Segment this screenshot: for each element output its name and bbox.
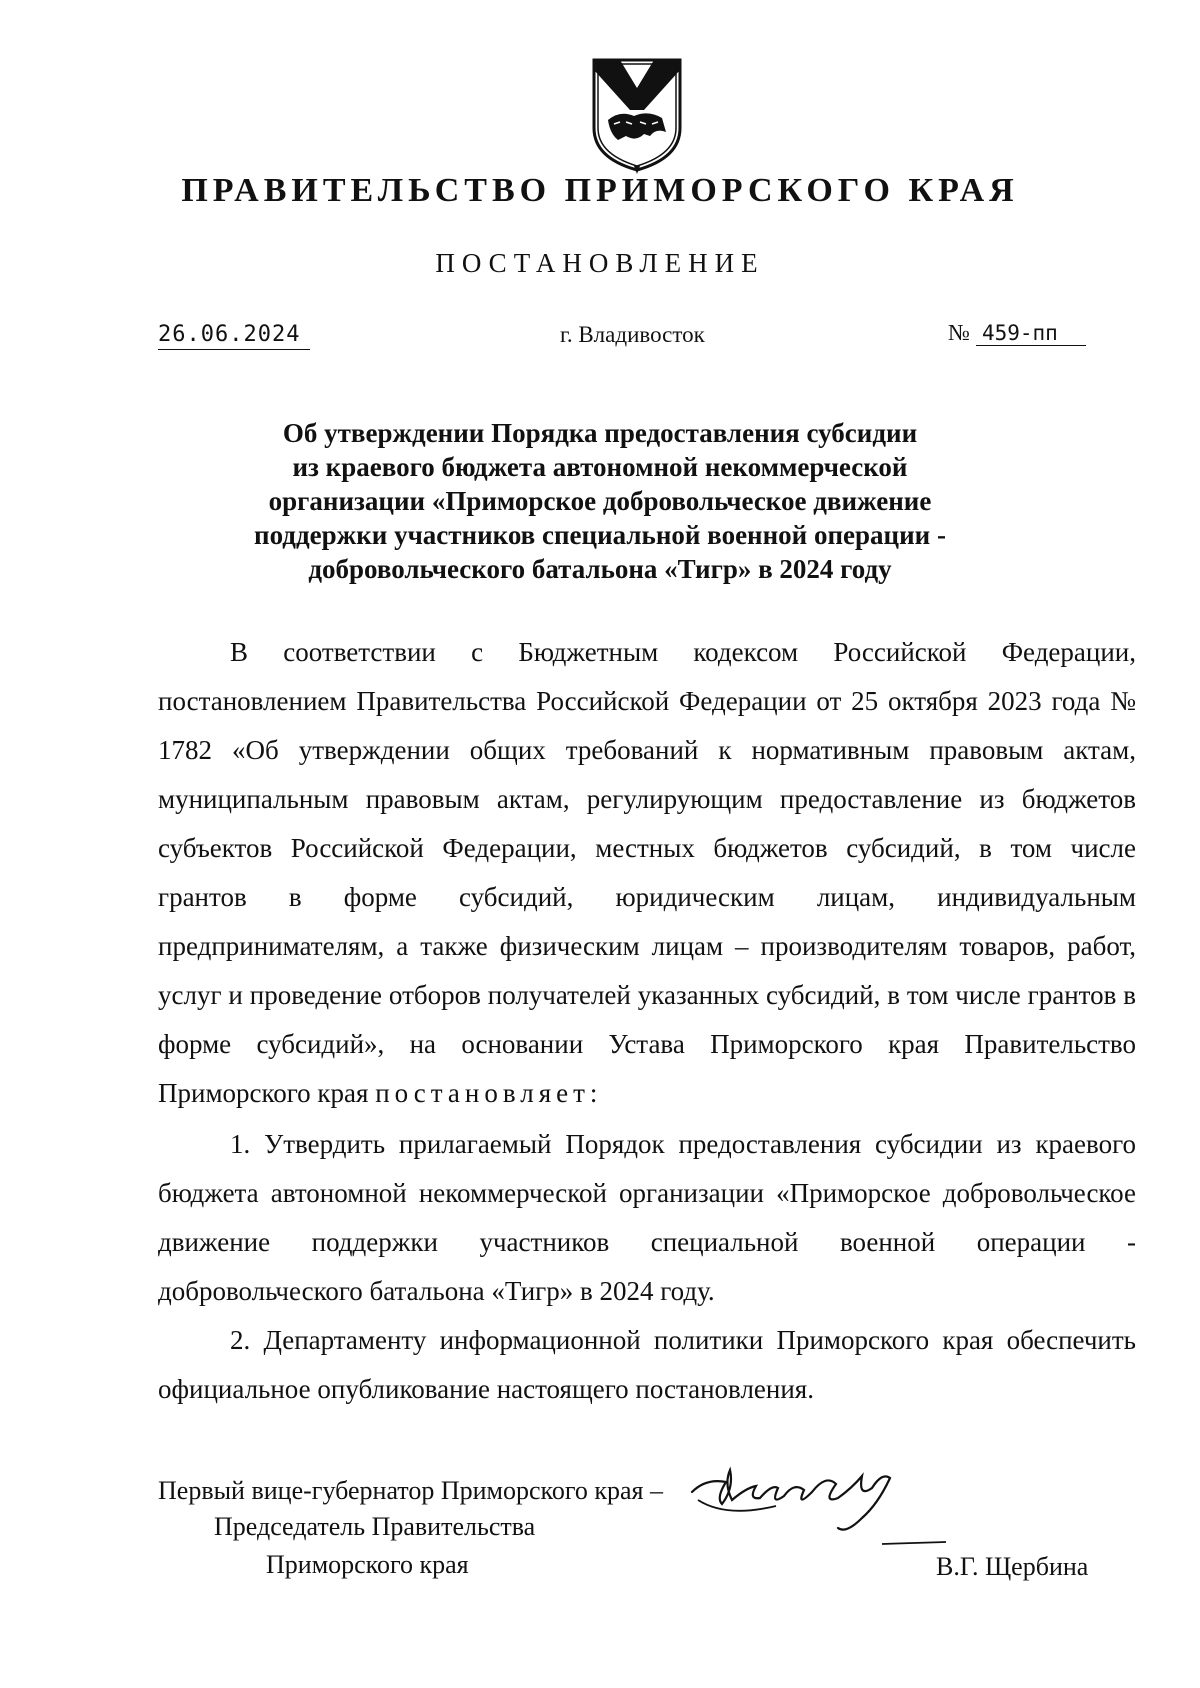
document-number — [948, 320, 1086, 346]
title-line: добровольческого батальона «Тигр» в 2024 году — [308, 554, 892, 584]
title-line: организации «Приморское добровольческое движение — [268, 486, 932, 516]
item-2-paragraph — [158, 1316, 1136, 1414]
signer-title-line-1: Первый вице-губернатор Приморского края – — [158, 1476, 663, 1505]
item-1-text: 1. Утвердить прилагаемый Порядок предоставления субсидии из краевого бюджета автономной некоммерческой организации «Приморское добровольческое движение поддержки участников специальной военной операции - добровольческого батальона «Тигр» в 2024 году. — [158, 1129, 1136, 1306]
document-date: 26.06.2024 — [158, 322, 310, 350]
document-city: г. Владивосток — [560, 322, 705, 347]
handwritten-signature — [686, 1448, 956, 1558]
item-2-text: 2. Департаменту информационной политики Приморского края обеспечить официальное опубликование настоящего постановления. — [158, 1325, 1136, 1404]
signer-name: В.Г. Щербина — [936, 1552, 1089, 1581]
item-1-paragraph — [158, 1120, 1136, 1316]
government-name: ПРАВИТЕЛЬСТВО ПРИМОРСКОГО КРАЯ — [181, 172, 1019, 209]
preamble-text: В соответствии с Бюджетным кодексом Российской Федерации, постановлением Правительства Российской Федерации от 25 октября 2023 года № 1782 «Об утверждении общих требований к нормативным правовым актам, муниципальным правовым актам, регулирующим предоставление из бюджетов субъектов Российской Федерации, местных бюджетов субсидий, в том числе грантов в форме субсидий, юридическим лицам, индивидуальным предпринимателям, а также физическим лицам – производителям товаров, работ, услуг и проведение отборов получателей указанных субсидий, в том числе грантов в форме субсидий», на основании Устава Приморского края Правительство Приморского края — [158, 637, 1136, 1108]
coat-of-arms-emblem — [590, 58, 684, 174]
signer-title-line-3: Приморского края — [266, 1550, 469, 1579]
number-sign: № — [948, 320, 970, 345]
document-type: ПОСТАНОВЛЕНИЕ — [435, 248, 765, 278]
title-line: Об утверждении Порядка предоставления субсидии — [282, 418, 918, 448]
title-line: поддержки участников специальной военной операции - — [254, 520, 946, 550]
title-line: из краевого бюджета автономной некоммерческой — [292, 452, 908, 482]
preamble-paragraph — [158, 628, 1136, 1118]
number-value: 459-пп — [976, 321, 1086, 346]
signer-title-line-2: Председатель Правительства — [214, 1512, 536, 1541]
decree-word: постановляет: — [375, 1078, 603, 1108]
document-title — [200, 416, 1000, 586]
